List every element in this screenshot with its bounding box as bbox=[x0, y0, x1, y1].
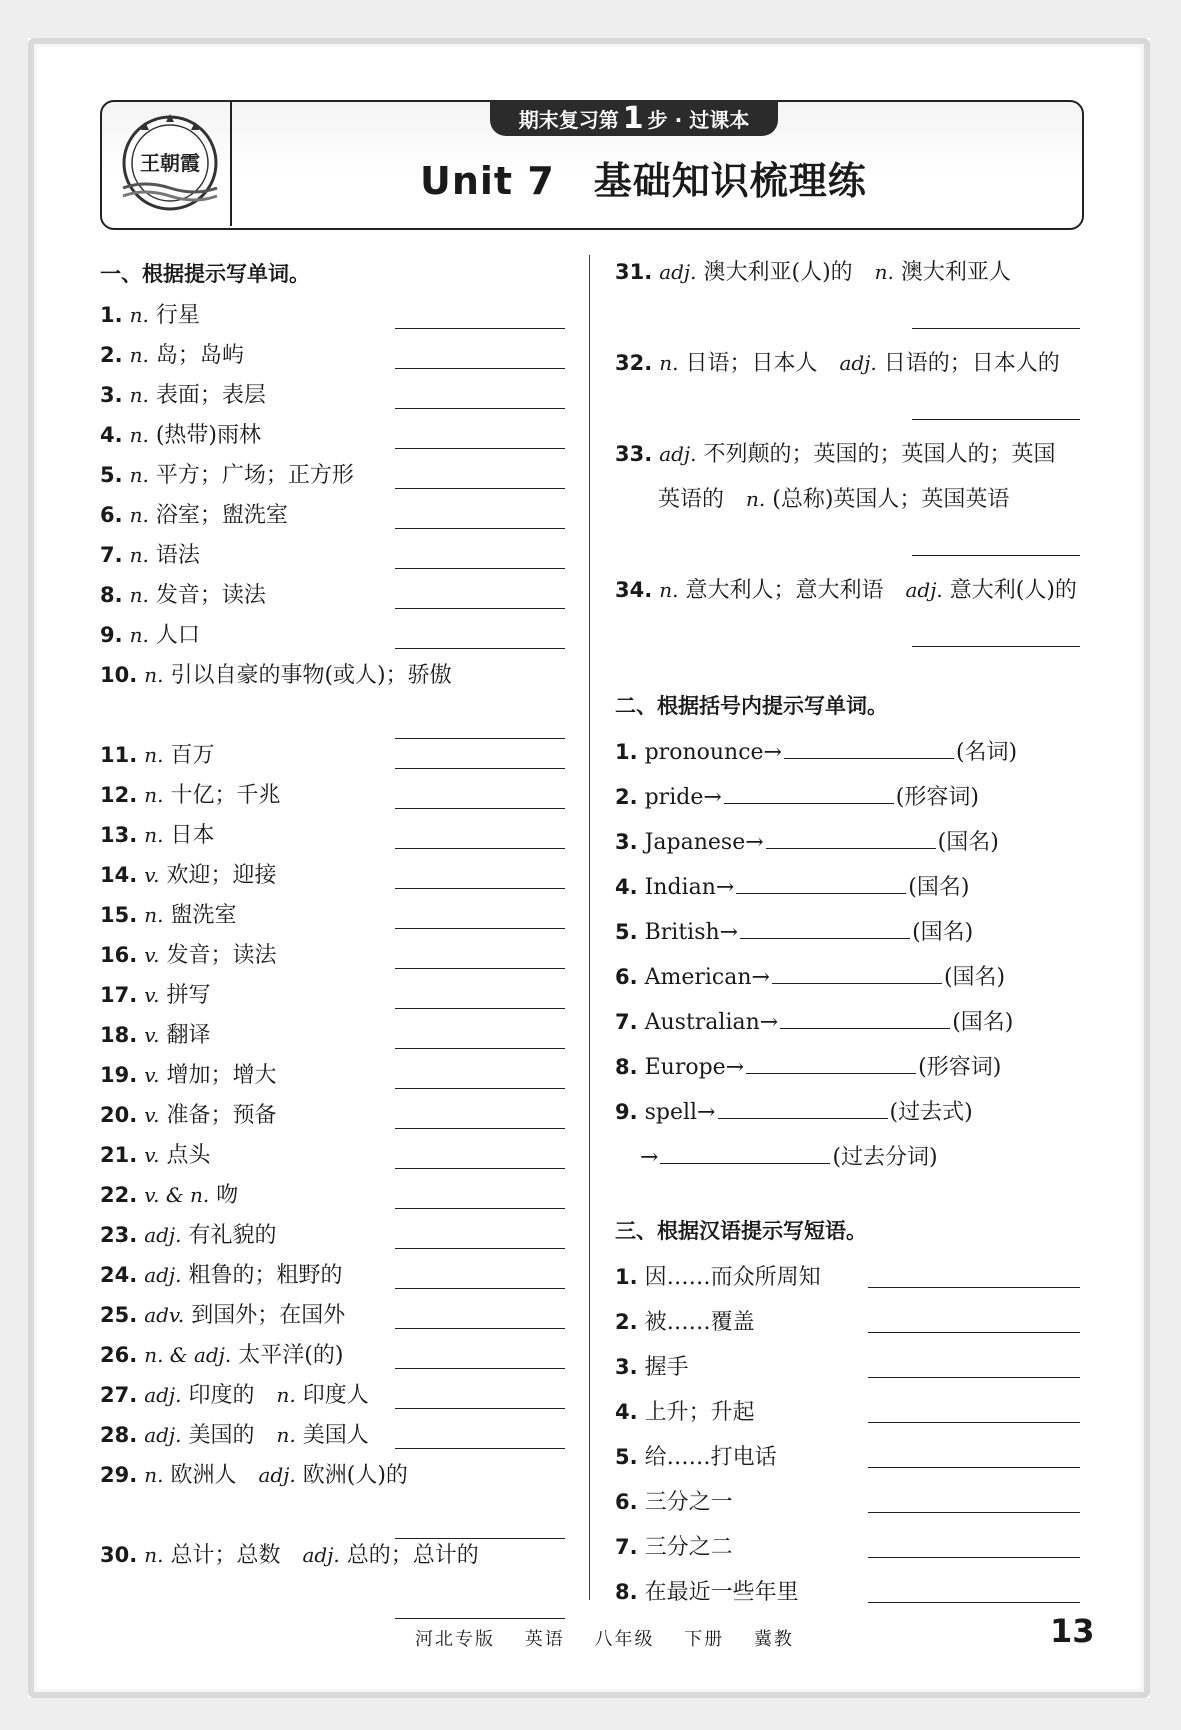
question-prompt: 吻 bbox=[216, 1183, 239, 1208]
answer-blank[interactable] bbox=[395, 568, 565, 569]
question-row bbox=[100, 1218, 277, 1249]
answer-blank[interactable] bbox=[395, 528, 565, 529]
question-prompt: 美国的 bbox=[188, 1423, 277, 1448]
answer-blank[interactable] bbox=[868, 1332, 1080, 1333]
answer-blank[interactable] bbox=[772, 963, 942, 984]
part-of-speech: adj. bbox=[144, 1423, 182, 1447]
question-prompt: 日语；日本人 bbox=[685, 351, 840, 376]
question-number: 33. bbox=[615, 442, 653, 466]
question-row bbox=[100, 1418, 369, 1449]
part-of-speech: v. bbox=[144, 943, 160, 967]
question-number: 27. bbox=[100, 1383, 138, 1407]
badge-text-pre: 期末复习第 bbox=[518, 107, 619, 132]
answer-blank[interactable] bbox=[784, 738, 954, 759]
question-number: 2. bbox=[615, 1310, 638, 1334]
question-number: 19. bbox=[100, 1063, 138, 1087]
answer-blank[interactable] bbox=[660, 1143, 830, 1164]
question-row bbox=[100, 1018, 211, 1049]
question-row bbox=[100, 1058, 277, 1089]
answer-blank[interactable] bbox=[395, 1128, 565, 1129]
review-step-badge bbox=[490, 100, 778, 136]
part-of-speech: n. bbox=[746, 487, 766, 511]
part-of-speech: n. bbox=[144, 1463, 164, 1487]
footer-subject: 英语 bbox=[524, 1629, 565, 1650]
answer-blank[interactable] bbox=[395, 448, 565, 449]
phrase-prompt: 给……打电话 bbox=[644, 1445, 777, 1470]
question-prompt: 英语的 bbox=[658, 487, 747, 512]
question-number: 3. bbox=[615, 830, 638, 854]
answer-blank[interactable] bbox=[724, 783, 894, 804]
answer-blank[interactable] bbox=[395, 1618, 565, 1619]
page-number: 13 bbox=[1050, 1612, 1095, 1650]
word-form-hint: (名词) bbox=[955, 740, 1018, 765]
answer-blank[interactable] bbox=[736, 873, 906, 894]
question-prompt: 发音；读法 bbox=[155, 583, 266, 608]
question-prompt: 总计；总数 bbox=[170, 1543, 303, 1568]
word-form-hint: (过去分词) bbox=[832, 1145, 938, 1170]
part-of-speech: n. bbox=[129, 503, 149, 527]
footer-grade: 八年级 bbox=[594, 1629, 655, 1650]
footer-volume: 下册 bbox=[684, 1629, 725, 1650]
question-row bbox=[100, 938, 277, 969]
question-row bbox=[100, 978, 211, 1009]
question-number: 9. bbox=[100, 623, 123, 647]
phrase-row bbox=[615, 1440, 777, 1471]
transform-row bbox=[615, 870, 969, 901]
answer-blank[interactable] bbox=[780, 1008, 950, 1029]
word-form-hint: (形容词) bbox=[918, 1055, 1002, 1080]
part-of-speech: adj. bbox=[144, 1263, 182, 1287]
question-number: 1. bbox=[615, 1265, 638, 1289]
base-word: Japanese→ bbox=[644, 830, 764, 855]
transform-row bbox=[615, 915, 973, 946]
answer-blank[interactable] bbox=[395, 368, 565, 369]
question-prompt: 粗鲁的；粗野的 bbox=[188, 1263, 343, 1288]
question-prompt: (热带)雨林 bbox=[155, 423, 262, 448]
section-1-title: 一、根据提示写单词。 bbox=[100, 262, 310, 286]
transform-row bbox=[615, 825, 999, 856]
question-prompt: 澳大利亚人 bbox=[900, 260, 1011, 285]
question-prompt: 翻译 bbox=[166, 1023, 211, 1048]
question-row bbox=[100, 898, 236, 929]
phrase-prompt: 上升；升起 bbox=[644, 1400, 755, 1425]
question-row bbox=[100, 458, 354, 489]
question-number: 16. bbox=[100, 943, 138, 967]
question-row bbox=[100, 1138, 211, 1169]
question-number: 32. bbox=[615, 351, 653, 375]
question-prompt: 点头 bbox=[166, 1143, 211, 1168]
footer-edition-info bbox=[415, 1625, 816, 1651]
part-of-speech: n. bbox=[129, 303, 149, 327]
question-number: 22. bbox=[100, 1183, 138, 1207]
question-number: 6. bbox=[100, 503, 123, 527]
question-prompt: 日本 bbox=[170, 823, 215, 848]
question-number: 8. bbox=[100, 583, 123, 607]
part-of-speech: n. bbox=[144, 743, 164, 767]
transform-row bbox=[615, 1095, 973, 1126]
question-prompt: 有礼貌的 bbox=[188, 1223, 277, 1248]
part-of-speech: adj. bbox=[258, 1463, 296, 1487]
question-row bbox=[615, 437, 1056, 468]
question-row bbox=[100, 538, 200, 569]
question-number: 7. bbox=[100, 543, 123, 567]
question-number: 9. bbox=[615, 1100, 638, 1124]
column-divider bbox=[589, 255, 590, 1600]
answer-blank[interactable] bbox=[395, 488, 565, 489]
question-prompt: 表面；表层 bbox=[155, 383, 266, 408]
question-number: 7. bbox=[615, 1010, 638, 1034]
phrase-row bbox=[615, 1575, 799, 1606]
question-number: 26. bbox=[100, 1343, 138, 1367]
question-row bbox=[100, 1258, 343, 1289]
question-prompt: 人口 bbox=[155, 623, 200, 648]
question-prompt: 十亿；千兆 bbox=[170, 783, 281, 808]
question-number: 34. bbox=[615, 578, 653, 602]
question-prompt: 行星 bbox=[155, 303, 200, 328]
word-form-hint: (过去式) bbox=[889, 1100, 973, 1125]
word-form-hint: (国名) bbox=[952, 1010, 1014, 1035]
question-number: 7. bbox=[615, 1535, 638, 1559]
part-of-speech: v. bbox=[144, 1023, 160, 1047]
answer-blank[interactable] bbox=[868, 1287, 1080, 1288]
question-number: 15. bbox=[100, 903, 138, 927]
question-number: 5. bbox=[615, 1445, 638, 1469]
phrase-prompt: 因……而众所周知 bbox=[644, 1265, 821, 1290]
question-number: 31. bbox=[615, 260, 653, 284]
base-word: spell→ bbox=[644, 1100, 716, 1125]
question-prompt: 澳大利亚(人)的 bbox=[703, 260, 875, 285]
question-row bbox=[100, 1298, 345, 1329]
part-of-speech: n. bbox=[659, 351, 679, 375]
base-word: British→ bbox=[644, 920, 739, 945]
question-number: 17. bbox=[100, 983, 138, 1007]
question-prompt: 岛；岛屿 bbox=[155, 343, 244, 368]
question-number: 30. bbox=[100, 1543, 138, 1567]
question-row bbox=[100, 1098, 277, 1129]
question-prompt: 太平洋(的) bbox=[238, 1343, 344, 1368]
question-row bbox=[100, 498, 288, 529]
base-word: Europe→ bbox=[644, 1055, 745, 1080]
part-of-speech: v. bbox=[144, 1063, 160, 1087]
phrase-prompt: 被……覆盖 bbox=[644, 1310, 755, 1335]
answer-blank[interactable] bbox=[912, 646, 1080, 647]
question-prompt: 印度人 bbox=[302, 1383, 369, 1408]
question-number: 4. bbox=[615, 1400, 638, 1424]
question-prompt: 欢迎；迎接 bbox=[166, 863, 277, 888]
answer-blank[interactable] bbox=[395, 1088, 565, 1089]
answer-blank[interactable] bbox=[395, 1408, 565, 1409]
footer-publisher: 冀教 bbox=[753, 1629, 794, 1650]
transform-row bbox=[640, 1140, 938, 1171]
part-of-speech: n. bbox=[144, 903, 164, 927]
question-number: 2. bbox=[615, 785, 638, 809]
question-number: 20. bbox=[100, 1103, 138, 1127]
question-prompt: 欧洲人 bbox=[170, 1463, 259, 1488]
question-number: 21. bbox=[100, 1143, 138, 1167]
logo-divider bbox=[230, 102, 232, 226]
question-row bbox=[100, 378, 266, 409]
answer-blank[interactable] bbox=[395, 1328, 565, 1329]
question-prompt: 总的；总计的 bbox=[346, 1543, 479, 1568]
answer-blank[interactable] bbox=[912, 328, 1080, 329]
question-row bbox=[100, 618, 200, 649]
part-of-speech: adj. bbox=[905, 578, 943, 602]
answer-blank[interactable] bbox=[395, 648, 565, 649]
part-of-speech: n. & adj. bbox=[144, 1343, 232, 1367]
phrase-row bbox=[615, 1350, 689, 1381]
section-3-title: 三、根据汉语提示写短语。 bbox=[615, 1219, 867, 1243]
phrase-row bbox=[615, 1530, 733, 1561]
question-row bbox=[615, 255, 1011, 286]
answer-blank[interactable] bbox=[746, 1053, 916, 1074]
word-form-hint: (国名) bbox=[943, 965, 1006, 990]
part-of-speech: n. bbox=[129, 623, 149, 647]
question-row bbox=[100, 1378, 369, 1409]
question-number: 4. bbox=[615, 875, 638, 899]
phrase-prompt: 在最近一些年里 bbox=[644, 1580, 799, 1605]
word-form-hint: (国名) bbox=[912, 920, 974, 945]
word-form-hint: (国名) bbox=[937, 830, 999, 855]
base-word: pride→ bbox=[644, 785, 722, 810]
question-row bbox=[100, 1178, 238, 1209]
answer-blank[interactable] bbox=[395, 1008, 565, 1009]
question-row bbox=[100, 578, 266, 609]
question-number: 13. bbox=[100, 823, 138, 847]
transform-row bbox=[615, 1050, 1001, 1081]
question-row bbox=[100, 658, 452, 689]
question-number: 11. bbox=[100, 743, 138, 767]
answer-blank[interactable] bbox=[395, 1168, 565, 1169]
question-row-continued bbox=[658, 482, 1009, 513]
question-number: 6. bbox=[615, 965, 638, 989]
answer-blank[interactable] bbox=[868, 1422, 1080, 1423]
question-prompt: 日语的；日本人的 bbox=[883, 351, 1060, 376]
answer-blank[interactable] bbox=[395, 888, 565, 889]
question-number: 6. bbox=[615, 1490, 638, 1514]
question-number: 1. bbox=[615, 740, 638, 764]
part-of-speech: adj. bbox=[302, 1543, 340, 1567]
part-of-speech: n. bbox=[129, 583, 149, 607]
question-row bbox=[100, 818, 214, 849]
part-of-speech: n. bbox=[276, 1423, 296, 1447]
base-word: American→ bbox=[644, 965, 770, 990]
question-row bbox=[100, 1458, 408, 1489]
question-row bbox=[615, 346, 1060, 377]
answer-blank[interactable] bbox=[395, 928, 565, 929]
part-of-speech: adj. bbox=[144, 1223, 182, 1247]
question-prompt: 印度的 bbox=[188, 1383, 277, 1408]
word-form-hint: (形容词) bbox=[895, 785, 979, 810]
phrase-prompt: 握手 bbox=[644, 1355, 689, 1380]
badge-text-post: 步 · 过课本 bbox=[647, 107, 750, 132]
section-2-title: 二、根据括号内提示写单词。 bbox=[615, 694, 888, 718]
answer-blank[interactable] bbox=[868, 1467, 1080, 1468]
question-prompt: 语法 bbox=[155, 543, 200, 568]
question-row bbox=[100, 1338, 343, 1369]
answer-blank[interactable] bbox=[395, 738, 565, 739]
question-prompt: 不列颠的；英国的；英国人的；英国 bbox=[703, 442, 1056, 467]
question-row bbox=[100, 418, 261, 449]
answer-blank[interactable] bbox=[395, 328, 565, 329]
question-prompt: (总称)英国人；英国英语 bbox=[772, 487, 1010, 512]
answer-blank[interactable] bbox=[395, 1288, 565, 1289]
question-number: 18. bbox=[100, 1023, 138, 1047]
question-prompt: 拼写 bbox=[166, 983, 211, 1008]
question-number: 2. bbox=[100, 343, 123, 367]
part-of-speech: n. bbox=[144, 663, 164, 687]
question-row bbox=[100, 778, 280, 809]
part-of-speech: adj. bbox=[659, 260, 697, 284]
transform-row bbox=[615, 1005, 1013, 1036]
question-number: 28. bbox=[100, 1423, 138, 1447]
question-prompt: 发音；读法 bbox=[166, 943, 277, 968]
page-title: Unit 7 基础知识梳理练 bbox=[420, 159, 867, 203]
base-word: pronounce→ bbox=[644, 740, 782, 765]
question-number: 10. bbox=[100, 663, 138, 687]
base-word: Indian→ bbox=[644, 875, 735, 900]
answer-blank[interactable] bbox=[395, 1248, 565, 1249]
answer-blank[interactable] bbox=[912, 419, 1080, 420]
phrase-row bbox=[615, 1395, 755, 1426]
question-prompt: 百万 bbox=[170, 743, 215, 768]
question-prompt: 平方；广场；正方形 bbox=[155, 463, 354, 488]
question-prompt: 浴室；盥洗室 bbox=[155, 503, 288, 528]
part-of-speech: adj. bbox=[659, 442, 697, 466]
question-number: 3. bbox=[100, 383, 123, 407]
part-of-speech: n. bbox=[129, 383, 149, 407]
part-of-speech: n. bbox=[144, 783, 164, 807]
phrase-prompt: 三分之一 bbox=[644, 1490, 733, 1515]
question-prompt: 美国人 bbox=[302, 1423, 369, 1448]
question-prompt: 准备；预备 bbox=[166, 1103, 277, 1128]
part-of-speech: n. bbox=[129, 343, 149, 367]
question-row bbox=[100, 738, 214, 769]
part-of-speech: adj. bbox=[144, 1383, 182, 1407]
question-number: 8. bbox=[615, 1580, 638, 1604]
answer-blank[interactable] bbox=[868, 1512, 1080, 1513]
part-of-speech: v. bbox=[144, 1143, 160, 1167]
question-number: 1. bbox=[100, 303, 123, 327]
question-row bbox=[100, 1538, 479, 1569]
question-number: 4. bbox=[100, 423, 123, 447]
question-number: 29. bbox=[100, 1463, 138, 1487]
part-of-speech: v. bbox=[144, 983, 160, 1007]
transform-row bbox=[615, 960, 1005, 991]
answer-blank[interactable] bbox=[766, 828, 936, 849]
question-prompt: 增加；增大 bbox=[166, 1063, 277, 1088]
question-number: 14. bbox=[100, 863, 138, 887]
part-of-speech: adv. bbox=[144, 1303, 185, 1327]
svg-text:王朝霞: 王朝霞 bbox=[140, 151, 200, 175]
transform-row bbox=[615, 780, 979, 811]
question-prompt: 到国外；在国外 bbox=[191, 1303, 346, 1328]
answer-blank[interactable] bbox=[395, 968, 565, 969]
answer-blank[interactable] bbox=[868, 1377, 1080, 1378]
answer-blank[interactable] bbox=[868, 1602, 1080, 1603]
phrase-row bbox=[615, 1305, 755, 1336]
part-of-speech: n. bbox=[276, 1383, 296, 1407]
question-number: 25. bbox=[100, 1303, 138, 1327]
transform-row bbox=[615, 735, 1017, 766]
question-prompt: 盥洗室 bbox=[170, 903, 237, 928]
question-row bbox=[615, 573, 1077, 604]
part-of-speech: adj. bbox=[839, 351, 877, 375]
question-number: 8. bbox=[615, 1055, 638, 1079]
part-of-speech: n. bbox=[659, 578, 679, 602]
base-word: → bbox=[640, 1145, 659, 1170]
question-number: 5. bbox=[615, 920, 638, 944]
base-word: Australian→ bbox=[644, 1010, 779, 1035]
answer-blank[interactable] bbox=[912, 555, 1080, 556]
phrase-prompt: 三分之二 bbox=[644, 1535, 733, 1560]
question-number: 12. bbox=[100, 783, 138, 807]
badge-step-number: 1 bbox=[622, 100, 644, 136]
answer-blank[interactable] bbox=[395, 1448, 565, 1449]
answer-blank[interactable] bbox=[718, 1098, 888, 1119]
part-of-speech: n. bbox=[874, 260, 894, 284]
answer-blank[interactable] bbox=[395, 848, 565, 849]
answer-blank[interactable] bbox=[395, 1208, 565, 1209]
answer-blank[interactable] bbox=[395, 768, 565, 769]
part-of-speech: v. bbox=[144, 863, 160, 887]
question-prompt: 引以自豪的事物(或人)；骄傲 bbox=[170, 663, 452, 688]
part-of-speech: v. bbox=[144, 1103, 160, 1127]
phrase-row bbox=[615, 1260, 821, 1291]
publisher-logo bbox=[115, 108, 225, 218]
part-of-speech: n. bbox=[129, 423, 149, 447]
answer-blank[interactable] bbox=[395, 1048, 565, 1049]
word-form-hint: (国名) bbox=[908, 875, 970, 900]
answer-blank[interactable] bbox=[395, 808, 565, 809]
question-number: 3. bbox=[615, 1355, 638, 1379]
answer-blank[interactable] bbox=[395, 1368, 565, 1369]
question-row bbox=[100, 338, 244, 369]
question-prompt: 意大利人；意大利语 bbox=[685, 578, 906, 603]
part-of-speech: n. bbox=[129, 463, 149, 487]
answer-blank[interactable] bbox=[395, 408, 565, 409]
answer-blank[interactable] bbox=[395, 608, 565, 609]
question-number: 5. bbox=[100, 463, 123, 487]
question-prompt: 意大利(人)的 bbox=[949, 578, 1077, 603]
part-of-speech: v. & n. bbox=[144, 1183, 210, 1207]
question-prompt: 欧洲(人)的 bbox=[302, 1463, 408, 1488]
question-row bbox=[100, 858, 277, 889]
question-number: 24. bbox=[100, 1263, 138, 1287]
part-of-speech: n. bbox=[144, 1543, 164, 1567]
part-of-speech: n. bbox=[129, 543, 149, 567]
phrase-row bbox=[615, 1485, 733, 1516]
answer-blank[interactable] bbox=[868, 1557, 1080, 1558]
answer-blank[interactable] bbox=[740, 918, 910, 939]
part-of-speech: n. bbox=[144, 823, 164, 847]
question-number: 23. bbox=[100, 1223, 138, 1247]
question-row bbox=[100, 298, 200, 329]
footer-region: 河北专版 bbox=[415, 1629, 495, 1650]
